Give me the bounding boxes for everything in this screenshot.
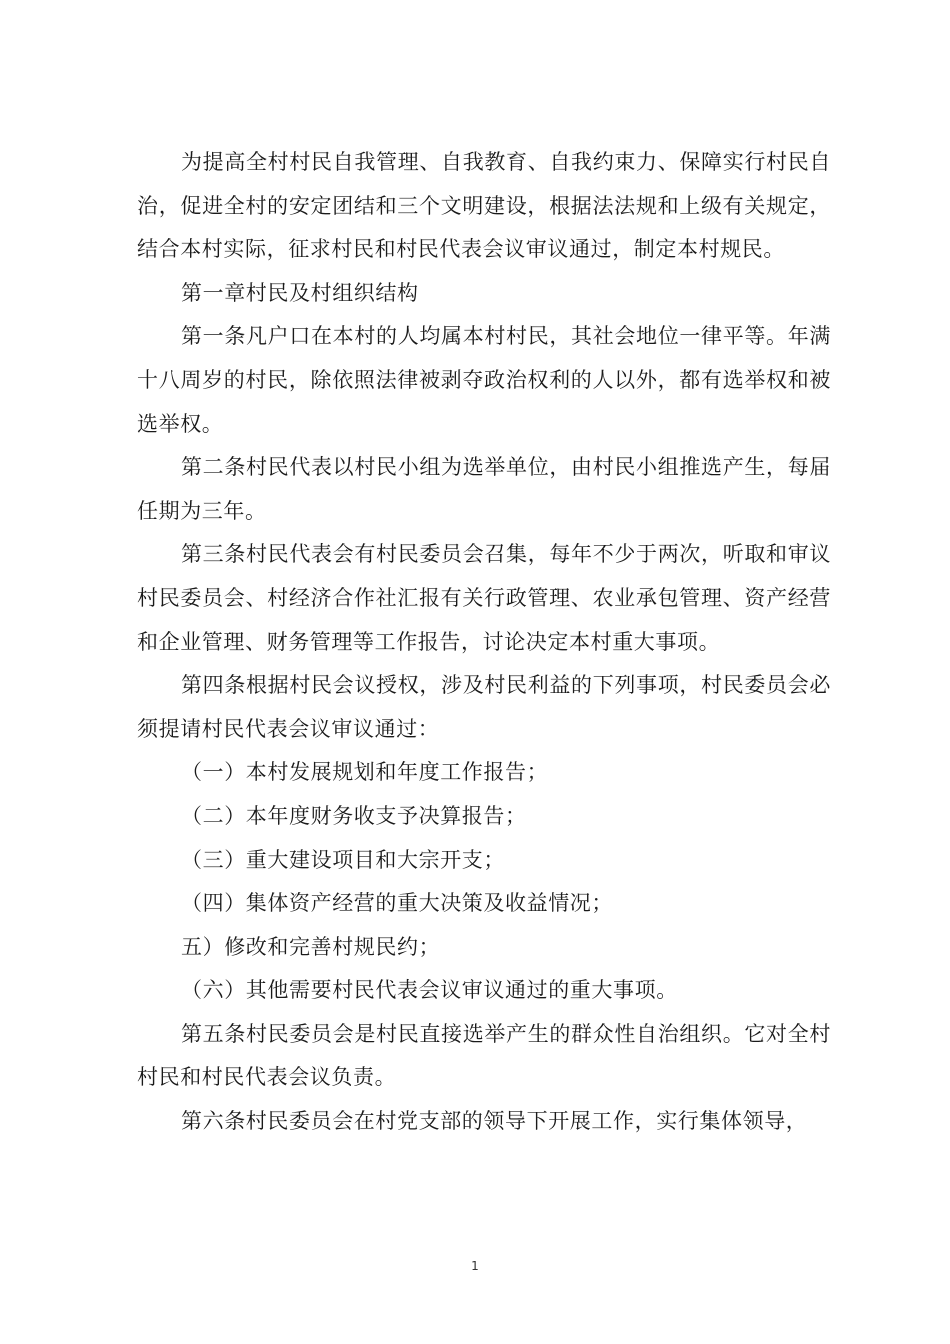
page-number: 1 <box>471 1259 479 1273</box>
list-item-3: （三）重大建设项目和大宗开支； <box>181 847 505 872</box>
document-body <box>137 141 831 1144</box>
list-item-5: 五）修改和完善村规民约； <box>181 934 441 959</box>
article-2-paragraph: 第二条村民代表以村民小组为选举单位，由村民小组推选产生，每届任期为三年。 <box>137 455 831 523</box>
article-1-paragraph: 第一条凡户口在本村的人均属本村村民，其社会地位一律平等。年满十八周岁的村民，除依照法律被剥夺政治权利的人以外，都有选举权和被选举权。 <box>137 324 831 436</box>
list-item-4: （四）集体资产经营的重大决策及收益情况； <box>181 891 613 916</box>
chapter-heading: 第一章村民及村组织结构 <box>181 280 419 305</box>
list-item-2: （二）本年度财务收支予决算报告； <box>181 803 527 828</box>
article-6-paragraph: 第六条村民委员会在村党支部的领导下开展工作，实行集体领导， <box>181 1109 808 1134</box>
list-item-1: （一）本村发展规划和年度工作报告； <box>181 760 549 785</box>
article-4-paragraph: 第四条根据村民会议授权，涉及村民利益的下列事项，村民委员会必须提请村民代表会议审议通过： <box>137 673 831 741</box>
article-5-paragraph: 第五条村民委员会是村民直接选举产生的群众性自治组织。它对全村村民和村民代表会议负责。 <box>137 1021 831 1090</box>
list-item-6: （六）其他需要村民代表会议审议通过的重大事项。 <box>181 978 678 1003</box>
article-3-paragraph: 第三条村民代表会有村民委员会召集，每年不少于两次，听取和审议村民委员会、村经济合作社汇报有关行政管理、农业承包管理、资产经营和企业管理、财务管理等工作报告，讨论决定本村重大事项。 <box>137 542 831 654</box>
preamble-paragraph: 为提高全村村民自我管理、自我教育、自我约束力、保障实行村民自治，促进全村的安定团结和三个文明建设，根据法法规和上级有关规定，结合本村实际，征求村民和村民代表会议审议通过，制定本村规民。 <box>137 150 831 262</box>
